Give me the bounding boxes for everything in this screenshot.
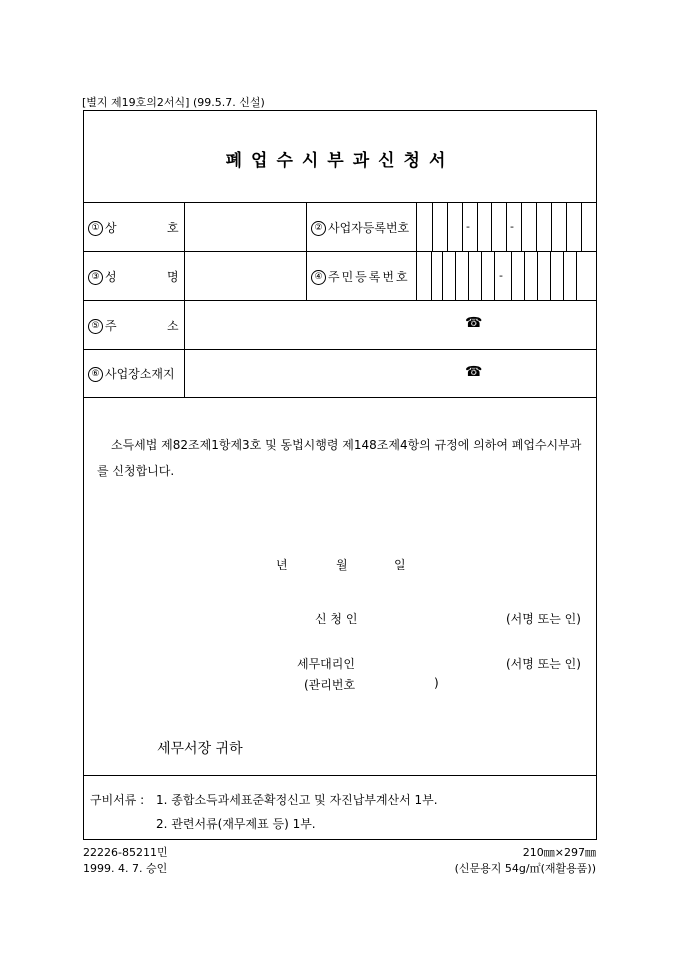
resident-number-dash: - — [499, 269, 503, 282]
form-code: 22226-85211민 — [83, 846, 168, 859]
digit-box-divider — [551, 202, 552, 251]
rule-title-bottom — [83, 202, 597, 203]
circled-number: ⑥ — [88, 367, 103, 382]
applicant-label: 신 청 인 — [315, 612, 358, 626]
digit-box-divider — [537, 251, 538, 300]
digit-box-divider — [563, 251, 564, 300]
applicant-signature: (서명 또는 인) — [506, 612, 581, 626]
circled-number: ⑤ — [88, 319, 103, 334]
approval-date: 1999. 4. 7. 승인 — [83, 862, 168, 875]
digit-box-divider — [550, 251, 551, 300]
digit-box-divider — [491, 202, 492, 251]
trade-name-label-end: 호 — [167, 221, 179, 235]
rule-mid-column — [306, 202, 307, 300]
digit-box-divider — [581, 202, 582, 251]
digit-box-divider — [431, 251, 432, 300]
paper-spec: (신문용지 54g/㎡(재활용품)) — [454, 862, 596, 875]
attachments-label: 구비서류 : — [90, 793, 145, 807]
phone-icon: ☎ — [465, 364, 483, 380]
digit-box-divider — [481, 251, 482, 300]
rule-label-column — [184, 202, 185, 397]
name-label: ③ 성 — [88, 268, 117, 285]
management-number-label: (관리번호 — [304, 678, 356, 692]
business-number-dash: - — [466, 220, 470, 233]
date-day-label: 일 — [394, 558, 406, 572]
digit-box-divider — [468, 251, 469, 300]
rule-row4-bottom — [83, 397, 597, 398]
paper-size: 210㎜×297㎜ — [522, 846, 596, 859]
rule-row3-bottom — [83, 349, 597, 350]
digit-box-divider — [521, 202, 522, 251]
rule-row1-bottom — [83, 251, 597, 252]
digit-box-divider — [511, 251, 512, 300]
business-reg-no-label: ② 사업자등록번호 — [311, 219, 409, 236]
trade-name-label: ① 상 — [88, 219, 117, 236]
address-label: ⑤ 주 — [88, 317, 117, 334]
rule-attachments-top — [83, 775, 597, 776]
attachment-item: 1. 종합소득과세표준확정신고 및 자진납부계산서 1부. — [156, 793, 438, 807]
form-title: 폐업수시부과신청서 — [225, 151, 455, 171]
name-label-end: 명 — [167, 270, 179, 284]
business-location-label: ⑥ 사업장소재지 — [88, 365, 175, 382]
digit-box-divider — [506, 202, 507, 251]
digit-box-divider — [576, 251, 577, 300]
circled-number: ④ — [311, 270, 326, 285]
application-statement: 소득세법 제82조제1항제3호 및 동법시행령 제148조제4항의 규정에 의하여 폐업수시부과를 신청합니다. — [97, 438, 582, 478]
date-year-label: 년 — [276, 558, 288, 572]
digit-box-divider — [447, 202, 448, 251]
circled-number: ③ — [88, 270, 103, 285]
digit-box-divider — [566, 202, 567, 251]
rule-row2-bottom — [83, 300, 597, 301]
digit-box-divider — [455, 251, 456, 300]
rule-number-start — [416, 202, 417, 300]
tax-agent-label: 세무대리인 — [297, 657, 355, 671]
date-month-label: 월 — [336, 558, 348, 572]
digit-box-divider — [432, 202, 433, 251]
form-reference-note: [별지 제19호의2서식] (99.5.7. 신설) — [82, 96, 265, 109]
digit-box-divider — [524, 251, 525, 300]
management-number-close: ) — [434, 676, 439, 690]
resident-reg-no-label: ④ 주민등록번호 — [311, 268, 410, 285]
digit-box-divider — [494, 251, 495, 300]
business-number-dash: - — [510, 220, 514, 233]
circled-number: ① — [88, 221, 103, 236]
circled-number: ② — [311, 221, 326, 236]
tax-agent-signature: (서명 또는 인) — [506, 657, 581, 671]
address-label-end: 소 — [167, 319, 179, 333]
attachment-item: 2. 관련서류(재무제표 등) 1부. — [156, 817, 316, 831]
phone-icon: ☎ — [465, 315, 483, 331]
digit-box-divider — [477, 202, 478, 251]
digit-box-divider — [442, 251, 443, 300]
digit-box-divider — [536, 202, 537, 251]
digit-box-divider — [462, 202, 463, 251]
tax-office-addressee: 세무서장 귀하 — [157, 741, 243, 757]
